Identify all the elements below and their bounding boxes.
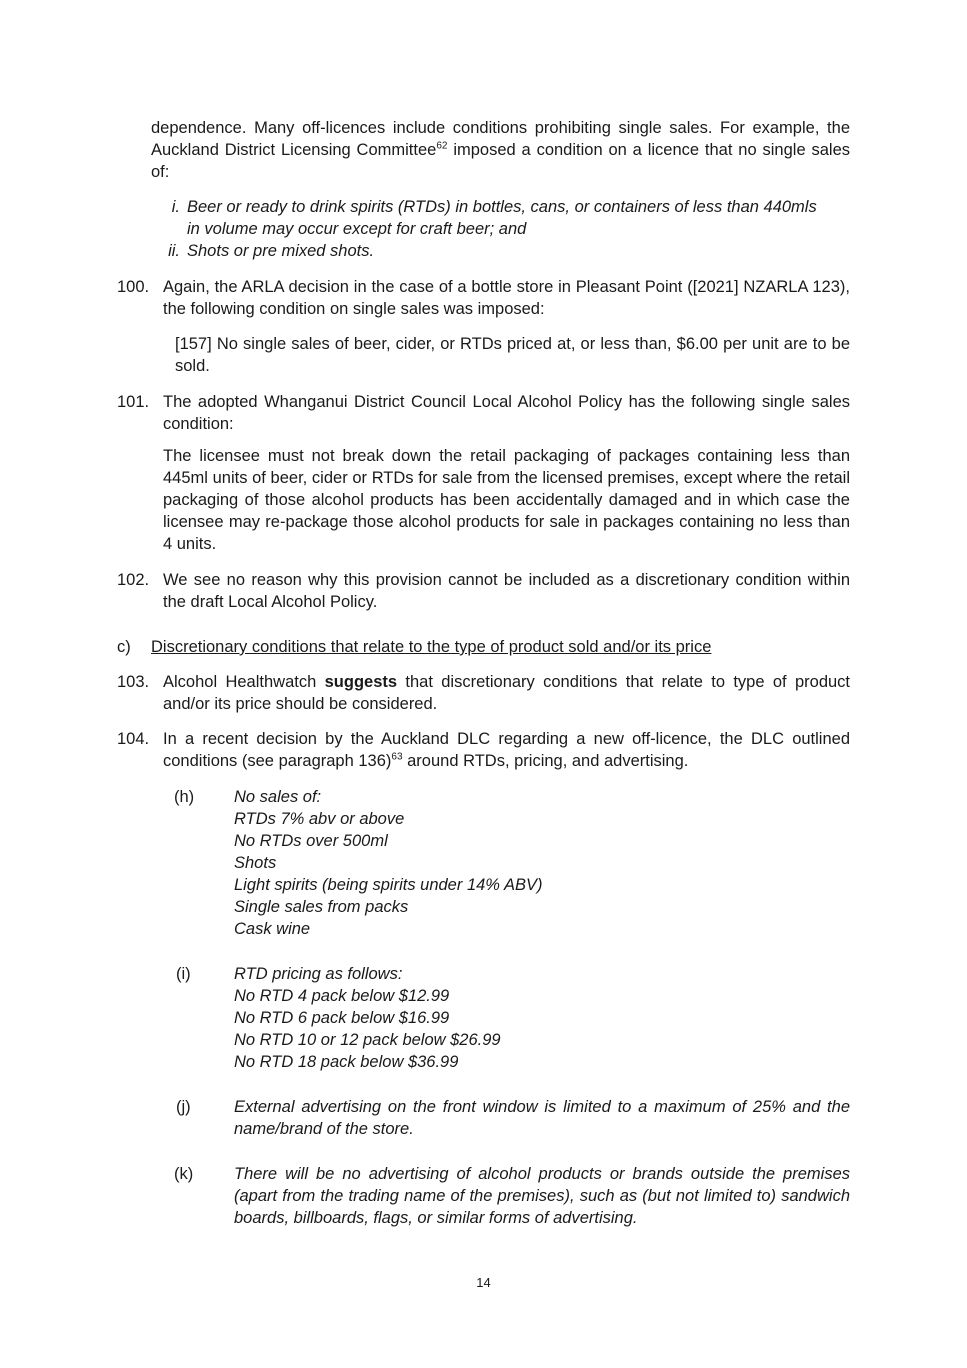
condition-i-line: No RTD 6 pack below $16.99: [234, 1009, 450, 1027]
paragraph-number-104: 104.: [117, 730, 150, 748]
intro-paragraph: [151, 117, 850, 183]
condition-i-line: No RTD 18 pack below $36.99: [234, 1053, 459, 1071]
condition-i-line: No RTD 4 pack below $12.99: [234, 987, 450, 1005]
list-item-ii: Shots or pre mixed shots.: [187, 242, 375, 260]
section-heading-c: Discretionary conditions that relate to the type of product sold and/or its price: [151, 638, 712, 656]
list-item-i: Beer or ready to drink spirits (RTDs) in bottles, cans, or containers of less than 440mls in volume may occur except for craft beer; and: [187, 198, 817, 238]
paragraph-100: Again, the ARLA decision in the case of a bottle store in Pleasant Point ([2021] NZARLA 123), the following condition on single sales was imposed:: [163, 278, 850, 318]
paragraph-number-101: 101.: [117, 393, 150, 411]
p104-text-end: around RTDs, pricing, and advertising.: [402, 752, 689, 770]
list-marker-i: i.: [171, 198, 180, 216]
paragraph-103: [163, 671, 850, 715]
intro-text: dependence. Many off-licences include conditions prohibiting single sales. For example, the Auckland District Licensing Committee: [151, 119, 850, 159]
condition-label-j: (j): [176, 1098, 191, 1116]
condition-label-k: (k): [174, 1165, 194, 1183]
condition-h-line: Light spirits (being spirits under 14% ABV): [234, 876, 543, 894]
page-number: 14: [476, 1275, 491, 1290]
condition-i-line: RTD pricing as follows:: [234, 965, 403, 983]
condition-label-i: (i): [176, 965, 191, 983]
paragraph-102: We see no reason why this provision cannot be included as a discretionary condition within the draft Local Alcohol Policy.: [163, 571, 850, 611]
condition-h-line: RTDs 7% abv or above: [234, 810, 405, 828]
paragraph-number-100: 100.: [117, 278, 150, 296]
quote-100: [157] No single sales of beer, cider, or RTDs priced at, or less than, $6.00 per unit are to be sold.: [175, 335, 850, 375]
condition-h-line: Single sales from packs: [234, 898, 409, 916]
paragraph-number-103: 103.: [117, 673, 150, 691]
paragraph-104: [163, 728, 850, 772]
condition-j: External advertising on the front window is limited to a maximum of 25% and the name/brand of the store.: [234, 1098, 850, 1138]
condition-h-line: No RTDs over 500ml: [234, 832, 388, 850]
condition-label-h: (h): [174, 788, 195, 806]
quote-101: The licensee must not break down the retail packaging of packages containing less than 445ml units of beer, cider or RTDs for sale from the licensed premises, except where the retail packaging of those alcohol products has been accidentally damaged and in which case the licensee may re-package those alcohol products for sale in packages containing no less than 4 units.: [163, 447, 850, 553]
condition-h-line: No sales of:: [234, 788, 322, 806]
p103-bold-suggests: suggests: [324, 673, 398, 691]
condition-h-line: Cask wine: [234, 920, 311, 938]
paragraph-number-102: 102.: [117, 571, 150, 589]
condition-i: [234, 963, 850, 1073]
footnote-ref-62[interactable]: 62: [436, 140, 448, 152]
p103-text: Alcohol Healthwatch: [163, 673, 325, 691]
intro-text-end: imposed a condition on a licence that no single sales of:: [151, 141, 850, 181]
condition-i-line: No RTD 10 or 12 pack below $26.99: [234, 1031, 501, 1049]
condition-h-line: Shots: [234, 854, 277, 872]
p104-text: In a recent decision by the Auckland DLC regarding a new off-licence, the DLC outlined conditions (see paragraph 136): [163, 730, 850, 770]
condition-h: [234, 786, 850, 940]
paragraph-101: The adopted Whanganui District Council Local Alcohol Policy has the following single sales condition:: [163, 393, 850, 433]
list-marker-ii: ii.: [168, 242, 180, 260]
p103-text-end: that discretionary conditions that relate to type of product and/or its price should be considered.: [163, 673, 851, 713]
condition-k: There will be no advertising of alcohol products or brands outside the premises (apart from the trading name of the premises), such as (but not limited to) sandwich boards, billboards, flags, or similar forms of advertising.: [234, 1165, 850, 1227]
section-marker-c: c): [117, 638, 131, 656]
footnote-ref-63[interactable]: 63: [391, 751, 403, 763]
